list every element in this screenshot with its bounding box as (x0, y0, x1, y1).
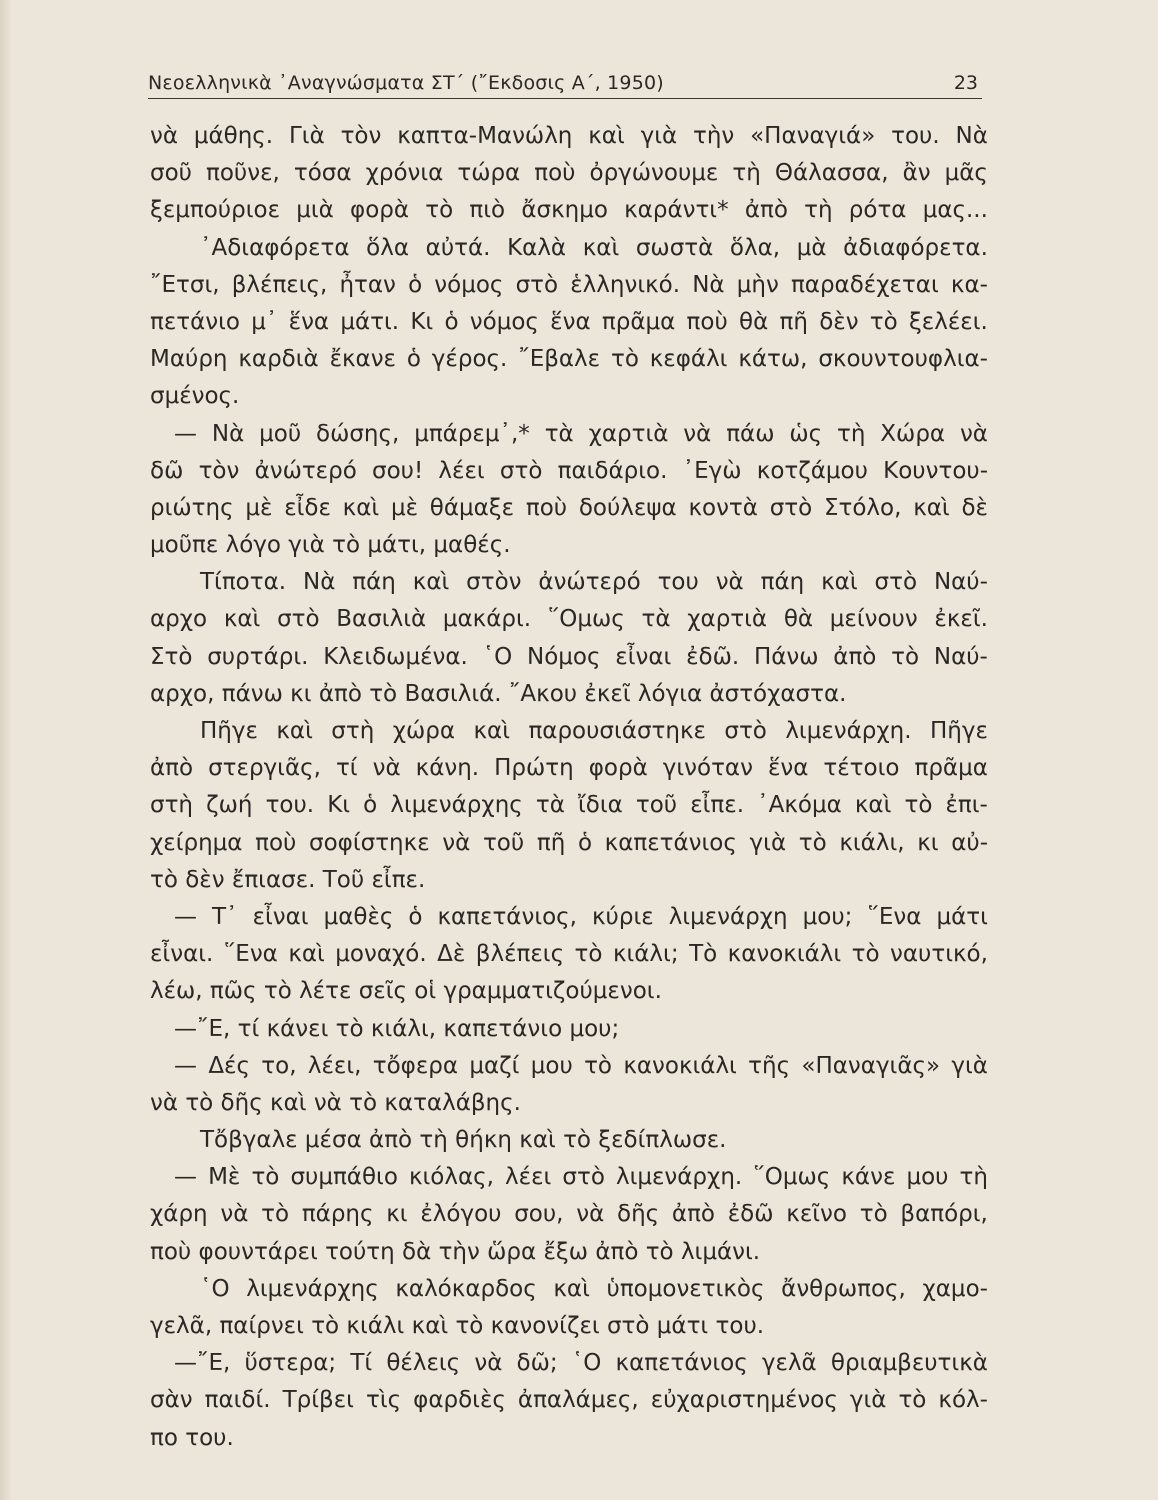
text-line: χείρημα ποὺ σοφίστηκε νὰ τοῦ πῆ ὁ καπετάνιος γιὰ τὸ κιάλι, κι αὐ- (150, 829, 988, 856)
text-line: γελᾶ, παίρνει τὸ κιάλι καὶ τὸ κανονίζει στὸ μάτι του. (150, 1313, 765, 1339)
body-text (150, 118, 988, 1457)
text-line: — Δές το, λέει, τὄφερα μαζί μου τὸ κανοκιάλι τῆς «Παναγιᾶς» γιὰ (174, 1052, 988, 1079)
running-header (148, 70, 982, 100)
text-line: Μαύρη καρδιὰ ἔκανε ὁ γέρος. ῎Εβαλε τὸ κεφάλι κάτω, σκουντουφλια- (150, 346, 988, 373)
text-line: πο του. (150, 1424, 234, 1451)
text-line: εἶναι. ῞Ενα καὶ μοναχό. Δὲ βλέπεις τὸ κιάλι; Τὸ κανοκιάλι τὸ ναυτικό, (150, 941, 988, 968)
text-line: τὸ δὲν ἔπιασε. Τοῦ εἶπε. (150, 866, 426, 893)
text-line: — Μὲ τὸ συμπάθιο κιόλας, λέει στὸ λιμενάρχη. ῞Ομως κάνε μου τὴ (174, 1164, 988, 1191)
text-line: ξεμπούριοε μιὰ φορὰ τὸ πιὸ ἄσκημο καράντι* ἀπὸ τὴ ρότα μας... (150, 197, 988, 224)
text-line: χάρη νὰ τὸ πάρης κι ἐλόγου σου, νὰ δῆς ἀπὸ ἐδῶ κεῖνο τὸ βαπόρι, (150, 1201, 988, 1228)
text-line: —῎Ε, ὕστερα; Τί θέλεις νὰ δῶ; ῾Ο καπετάνιος γελᾶ θριαμβευτικὰ (174, 1350, 988, 1377)
text-line: Τὄβγαλε μέσα ἀπὸ τὴ θήκη καὶ τὸ ξεδίπλωσε. (200, 1127, 727, 1154)
header-rule (148, 98, 982, 99)
text-line: σοῦ ποῦνε, τόσα χρόνια τώρα ποὺ ὀργώνουμε τὴ Θάλασσα, ἂν μᾶς (150, 160, 988, 187)
text-line: ᾿Αδιαφόρετα ὅλα αὐτά. Καλὰ καὶ σωστὰ ὅλα, μὰ ἀδιαφόρετα. (200, 234, 988, 261)
text-line: Στὸ συρτάρι. Κλειδωμένα. ῾Ο Νόμος εἶναι ἐδῶ. Πάνω ἀπὸ τὸ Ναύ- (150, 643, 988, 670)
text-line: ποὺ φουντάρει τούτη δὰ τὴν ὥρα ἔξω ἀπὸ τὸ λιμάνι. (150, 1238, 761, 1265)
text-line: δῶ τὸν ἀνώτερό σου! λέει στὸ παιδάριο. ᾿Εγὼ κοτζάμου Κουντου- (150, 457, 988, 484)
text-line: νὰ μάθης. Γιὰ τὸν καπτα-Μανώλη καὶ γιὰ τὴν «Παναγιά» του. Νὰ (150, 123, 988, 149)
text-line: —῎Ε, τί κάνει τὸ κιάλι, καπετάνιο μου; (174, 1015, 620, 1042)
text-line: στὴ ζωή του. Κι ὁ λιμενάρχης τὰ ἴδια τοῦ εἶπε. ᾿Ακόμα καὶ τὸ ἐπι- (150, 792, 988, 819)
text-line: ῎Ετσι, βλέπεις, ἦταν ὁ νόμος στὸ ἑλληνικό. Νὰ μὴν παραδέχεται κα- (150, 271, 988, 298)
text-line: Τίποτα. Νὰ πάη καὶ στὸν ἀνώτερό του νὰ πάη καὶ στὸ Ναύ- (200, 569, 988, 596)
text-line: σμένος. (150, 383, 240, 410)
text-line: ἀπὸ στεργιᾶς, τί νὰ κάνη. Πρώτη φορὰ γινόταν ἕνα τέτοιο πρᾶμα (150, 755, 988, 782)
text-line: Πῆγε καὶ στὴ χώρα καὶ παρουσιάστηκε στὸ λιμενάρχη. Πῆγε (200, 718, 988, 744)
text-line: μοῦπε λόγο γιὰ τὸ μάτι, μαθές. (150, 532, 511, 559)
text-line: σὰν παιδί. Τρίβει τὶς φαρδιὲς ἀπαλάμες, εὐχαριστημένος γιὰ τὸ κόλ- (150, 1387, 988, 1414)
text-line: λέω, πῶς τὸ λέτε σεῖς οἱ γραμματιζούμενοι. (150, 978, 662, 1005)
text-line: αρχο καὶ στὸ Βασιλιὰ μακάρι. ῞Ομως τὰ χαρτιὰ θὰ μείνουν ἐκεῖ. (150, 606, 988, 633)
page-edge (0, 0, 12, 1500)
running-title: Νεοελληνικὰ ᾿Αναγνώσματα ΣΤ΄ (῎Εκδοσις Α΄, 1950) (148, 72, 664, 94)
text-line: πετάνιο μ᾿ ἕνα μάτι. Κι ὁ νόμος ἕνα πρᾶμα ποὺ θὰ πῆ δὲν τὸ ξελέει. (150, 308, 988, 335)
text-line: — Τ᾿ εἶναι μαθὲς ὁ καπετάνιος, κύριε λιμενάρχη μου; ῞Ενα μάτι (174, 903, 988, 930)
text-line: — Νὰ μοῦ δώσης, μπάρεμ᾿,* τὰ χαρτιὰ νὰ πάω ὡς τὴ Χώρα νὰ (174, 420, 988, 447)
text-line: νὰ τὸ δῆς καὶ νὰ τὸ καταλάβης. (150, 1089, 521, 1116)
text-line: αρχο, πάνω κι ἀπὸ τὸ Βασιλιά. ῎Ακου ἐκεῖ λόγια ἀστόχαστα. (150, 680, 847, 707)
text-line: ῾Ο λιμενάρχης καλόκαρδος καὶ ὑπομονετικὸς ἄνθρωπος, χαμο- (200, 1275, 988, 1302)
text-line: ριώτης μὲ εἶδε καὶ μὲ θάμαξε ποὺ δούλεψα κοντὰ στὸ Στόλο, καὶ δὲ (150, 494, 988, 521)
page-number: 23 (953, 72, 978, 94)
